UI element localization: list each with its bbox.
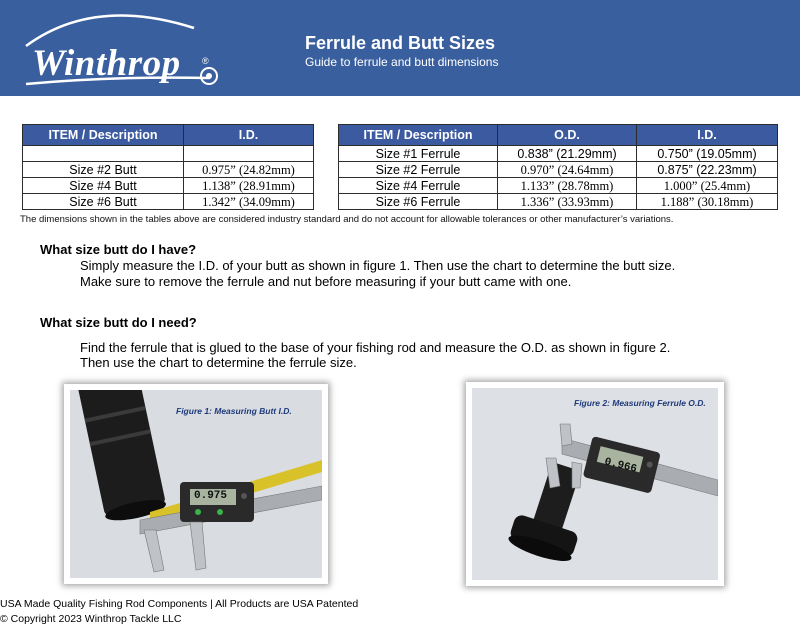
- caliper-display-reading: 0.966: [603, 456, 638, 476]
- table-cell: 0.838” (21.29mm): [498, 146, 637, 162]
- page-subtitle: Guide to ferrule and butt dimensions: [305, 55, 499, 69]
- table-cell: Size #2 Butt: [23, 162, 184, 178]
- table-cell: Size #6 Ferrule: [339, 194, 498, 210]
- table-cell: Size #2 Ferrule: [339, 162, 498, 178]
- table-row: [23, 162, 314, 178]
- figure-1-caption: Figure 1: Measuring Butt I.D.: [176, 406, 292, 416]
- column-header: O.D.: [498, 125, 637, 146]
- table-cell: Size #6 Butt: [23, 194, 184, 210]
- winthrop-logo: [14, 6, 224, 92]
- figure-1-photo: [64, 384, 328, 584]
- caliper-display-reading: 0.975: [194, 490, 228, 502]
- page-title: Ferrule and Butt Sizes: [305, 33, 496, 53]
- section-heading: What size butt do I need?: [40, 315, 197, 330]
- section-text: Make sure to remove the ferrule and nut before measuring if your butt came with one.: [80, 274, 572, 289]
- measuring-butt-illustration: [70, 390, 322, 578]
- table-cell: [184, 146, 314, 162]
- table-row: [23, 194, 314, 210]
- table-cell: 0.875” (22.23mm): [637, 162, 778, 178]
- table-row: [339, 194, 778, 210]
- table-header-row: [339, 125, 778, 146]
- table-cell: 1.000” (25.4mm): [637, 178, 778, 194]
- column-header: I.D.: [184, 125, 314, 146]
- table-cell: 0.975” (24.82mm): [184, 162, 314, 178]
- figure-2-caption: Figure 2: Measuring Ferrule O.D.: [574, 398, 706, 408]
- table-cell: Size #1 Ferrule: [339, 146, 498, 162]
- table-cell: 0.750” (19.05mm): [637, 146, 778, 162]
- column-header: I.D.: [637, 125, 778, 146]
- registered-mark: ®: [202, 56, 209, 66]
- section-text: Simply measure the I.D. of your butt as shown in figure 1. Then use the chart to determine the butt size.: [80, 258, 676, 273]
- header-banner: [0, 0, 800, 96]
- table-cell: 0.970” (24.64mm): [498, 162, 637, 178]
- column-header: ITEM / Description: [23, 125, 184, 146]
- table-cell: 1.133” (28.78mm): [498, 178, 637, 194]
- table-cell: [23, 146, 184, 162]
- section-heading: What size butt do I have?: [40, 242, 197, 257]
- table-row: [339, 178, 778, 194]
- table-cell: 1.138” (28.91mm): [184, 178, 314, 194]
- logo-wordmark: Winthrop: [32, 43, 181, 84]
- column-header: ITEM / Description: [339, 125, 498, 146]
- table-header-row: [23, 125, 314, 146]
- footer-tagline: USA Made Quality Fishing Rod Components | All Products are USA Patented: [0, 598, 359, 610]
- section-text: Find the ferrule that is glued to the base of your fishing rod and measure the O.D. as shown in figure 2.: [80, 340, 671, 355]
- table-cell: Size #4 Ferrule: [339, 178, 498, 194]
- section-text: Then use the chart to determine the ferrule size.: [80, 355, 357, 370]
- table-cell: 1.342” (34.09mm): [184, 194, 314, 210]
- table-cell: 1.336” (33.93mm): [498, 194, 637, 210]
- table-row: [23, 146, 314, 162]
- table-row: [339, 146, 778, 162]
- table-cell: Size #4 Butt: [23, 178, 184, 194]
- disclaimer-note: The dimensions shown in the tables above are considered industry standard and do not account for allowable tolerances or other manufacturer’s variations.: [20, 214, 674, 225]
- ferrule-size-table: [338, 124, 778, 210]
- butt-size-table: [22, 124, 314, 210]
- measuring-ferrule-illustration: [472, 388, 718, 580]
- table-row: [339, 162, 778, 178]
- table-cell: 1.188” (30.18mm): [637, 194, 778, 210]
- table-row: [23, 178, 314, 194]
- footer-copyright: © Copyright 2023 Winthrop Tackle LLC: [0, 613, 182, 625]
- figure-2-photo: [466, 382, 724, 586]
